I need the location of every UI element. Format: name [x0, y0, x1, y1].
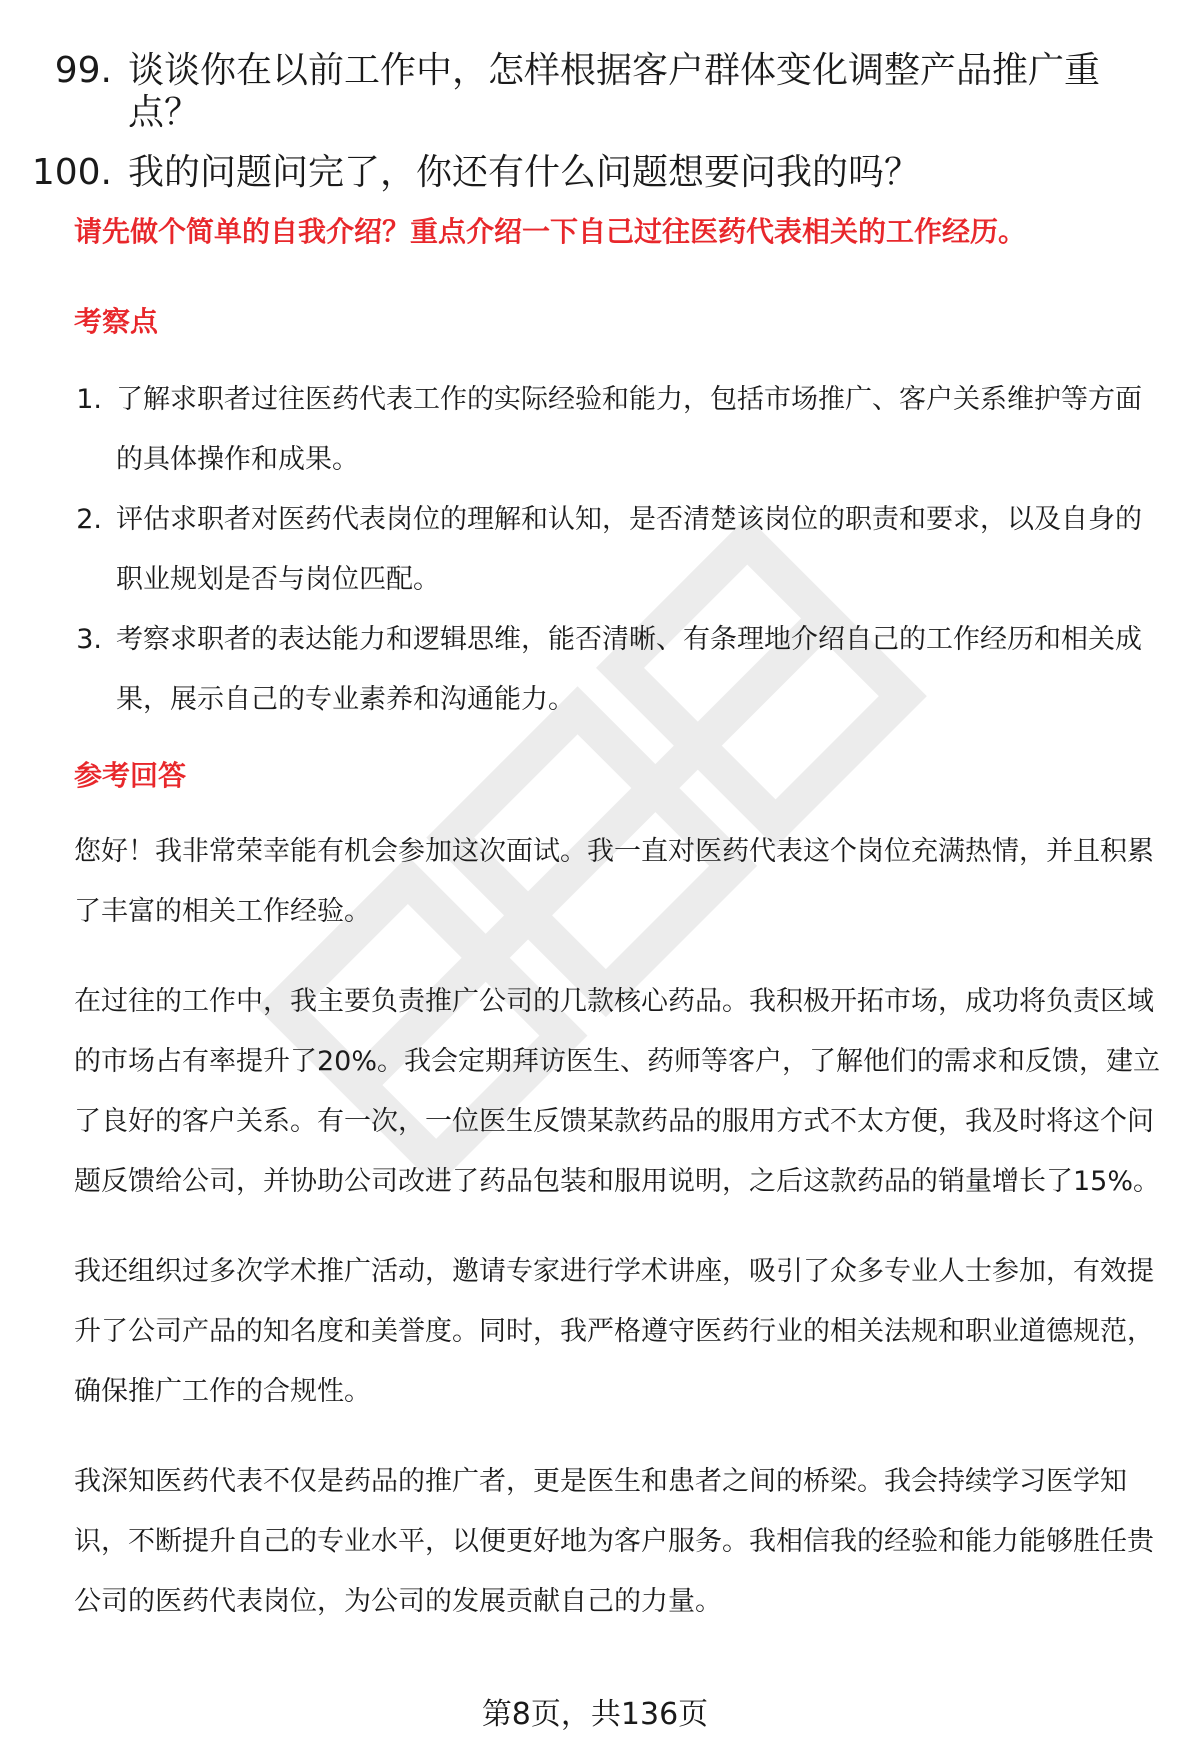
evaluation-point: [0, 490, 1190, 610]
answer-paragraph: 我深知医药代表不仅是药品的推广者，更是医生和患者之间的桥梁。我会持续学习医学知识，不断提升自己的专业水平，以便更好地为客户服务。我相信我的经验和能力能够胜任贵公司的医药代表岗位，为公司的发展贡献自己的力量。: [74, 1466, 1154, 1617]
question-item-100: [0, 152, 1190, 194]
answer-paragraph: 您好！我非常荣幸能有机会参加这次面试。我一直对医药代表这个岗位充满热情，并且积累了丰富的相关工作经验。: [74, 836, 1154, 927]
point-text: 评估求职者对医药代表岗位的理解和认知，是否清楚该岗位的职责和要求，以及自身的职业规划是否与岗位匹配。: [116, 504, 1142, 595]
point-number: 1.: [76, 384, 102, 415]
question-text: 谈谈你在以前工作中，怎样根据客户群体变化调整产品推广重点？: [128, 50, 1101, 133]
evaluation-points-list: [0, 370, 1190, 730]
question-text: 我的问题问完了，你还有什么问题想要问我的吗？: [128, 152, 921, 193]
points-heading-block: [74, 304, 1154, 340]
evaluation-point: [0, 610, 1190, 730]
reference-answer: [74, 822, 1164, 1662]
question-list: [0, 50, 1190, 194]
question-title: 请先做个简单的自我介绍？重点介绍一下自己过往医药代表相关的工作经历。: [74, 215, 1027, 248]
answer-heading: 参考回答: [74, 759, 187, 792]
points-heading: 考察点: [74, 305, 159, 338]
question-number: 100.: [31, 152, 112, 193]
question-item-99: [0, 50, 1190, 134]
point-number: 3.: [76, 624, 102, 655]
point-text: 了解求职者过往医药代表工作的实际经验和能力，包括市场推广、客户关系维护等方面的具体操作和成果。: [116, 384, 1142, 475]
point-text: 考察求职者的表达能力和逻辑思维，能否清晰、有条理地介绍自己的工作经历和相关成果，展示自己的专业素养和沟通能力。: [116, 624, 1142, 715]
point-number: 2.: [76, 504, 102, 535]
answer-paragraph: 在过往的工作中，我主要负责推广公司的几款核心药品。我积极开拓市场，成功将负责区域的市场占有率提升了20%。我会定期拜访医生、药师等客户，了解他们的需求和反馈，建立了良好的客户关系。有一次，一位医生反馈某款药品的服用方式不太方便，我及时将这个问题反馈给公司，并协助公司改进了药品包装和服用说明，之后这款药品的销量增长了15%。: [74, 986, 1161, 1197]
answer-heading-block: [74, 758, 1154, 794]
page-number: 第8页，共136页: [481, 1697, 709, 1732]
question-heading-block: [74, 214, 1154, 250]
question-number: 99.: [54, 50, 112, 91]
evaluation-point: [0, 370, 1190, 490]
answer-paragraph: 我还组织过多次学术推广活动，邀请专家进行学术讲座，吸引了众多专业人士参加，有效提升了公司产品的知名度和美誉度。同时，我严格遵守医药行业的相关法规和职业道德规范，确保推广工作的合规性。: [74, 1256, 1154, 1407]
